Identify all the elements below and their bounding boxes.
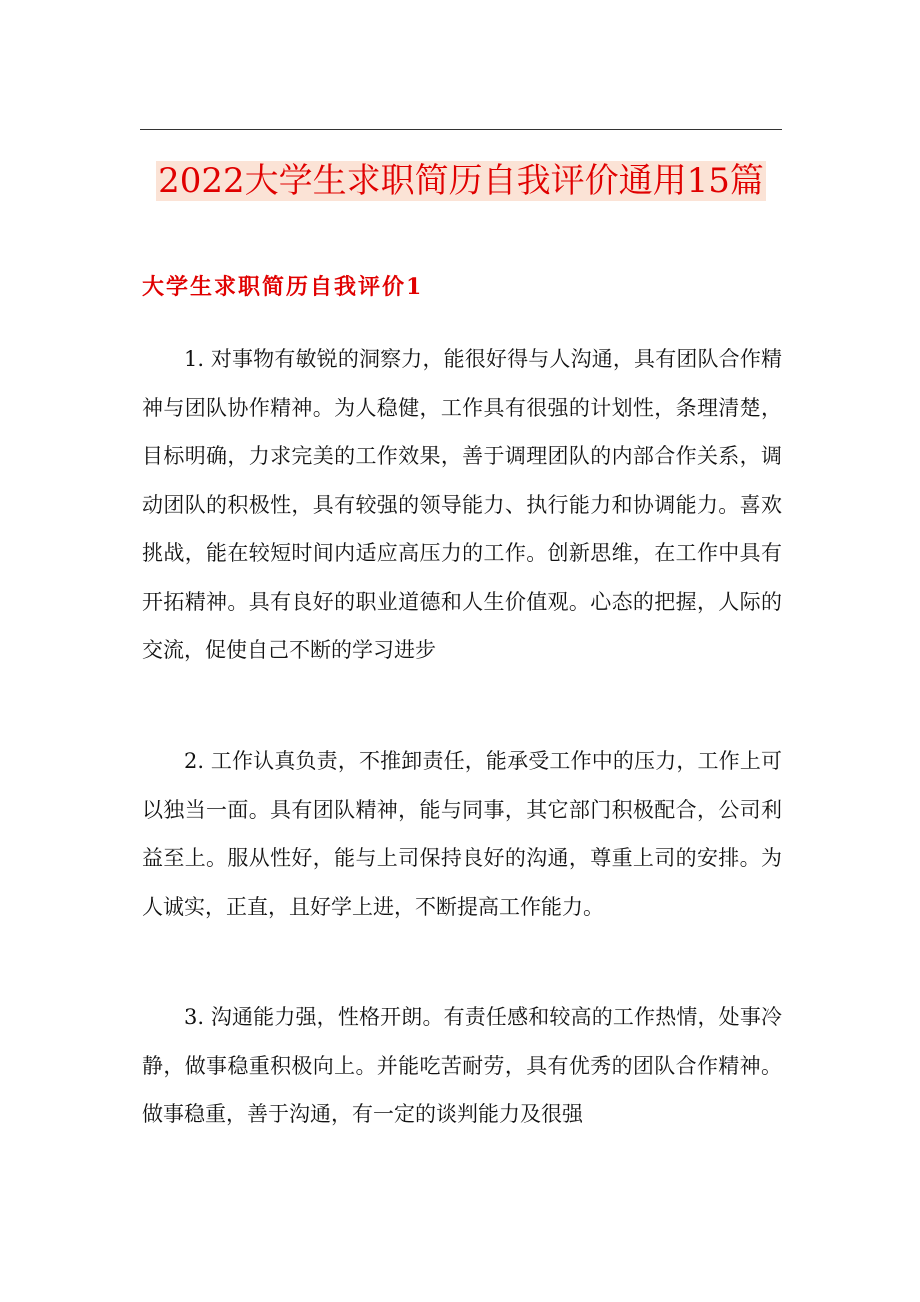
document-title (140, 153, 782, 209)
paragraph-3: 3. 沟通能力强，性格开朗。有责任感和较高的工作热情，处事冷静，做事稳重积极向上。并能吃苦耐劳，具有优秀的团队合作精神。做事稳重，善于沟通，有一定的谈判能力及很强 (142, 1005, 782, 1126)
title-text: 2022大学生求职简历自我评价通用15篇 (158, 161, 764, 201)
header-rule (140, 129, 782, 130)
section-heading: 大学生求职简历自我评价1 (142, 274, 424, 300)
paragraph-1: 1. 对事物有敏锐的洞察力，能很好得与人沟通，具有团队合作精神与团队协作精神。为人稳健，工作具有很强的计划性，条理清楚，目标明确，力求完美的工作效果，善于调理团队的内部合作关系，调动团队的积极性，具有较强的领导能力、执行能力和协调能力。喜欢挑战，能在较短时间内适应高压力的工作。创新思维，在工作中具有开拓精神。具有良好的职业道德和人生价值观。心态的把握，人际的交流，促使自己不断的学习进步 (142, 347, 782, 662)
paragraph-2: 2. 工作认真负责，不推卸责任，能承受工作中的压力，工作上可以独当一面。具有团队精神，能与同事，其它部门积极配合，公司利益至上。服从性好，能与上司保持良好的沟通，尊重上司的安排。为人诚实，正直，且好学上进，不断提高工作能力。 (142, 749, 782, 919)
